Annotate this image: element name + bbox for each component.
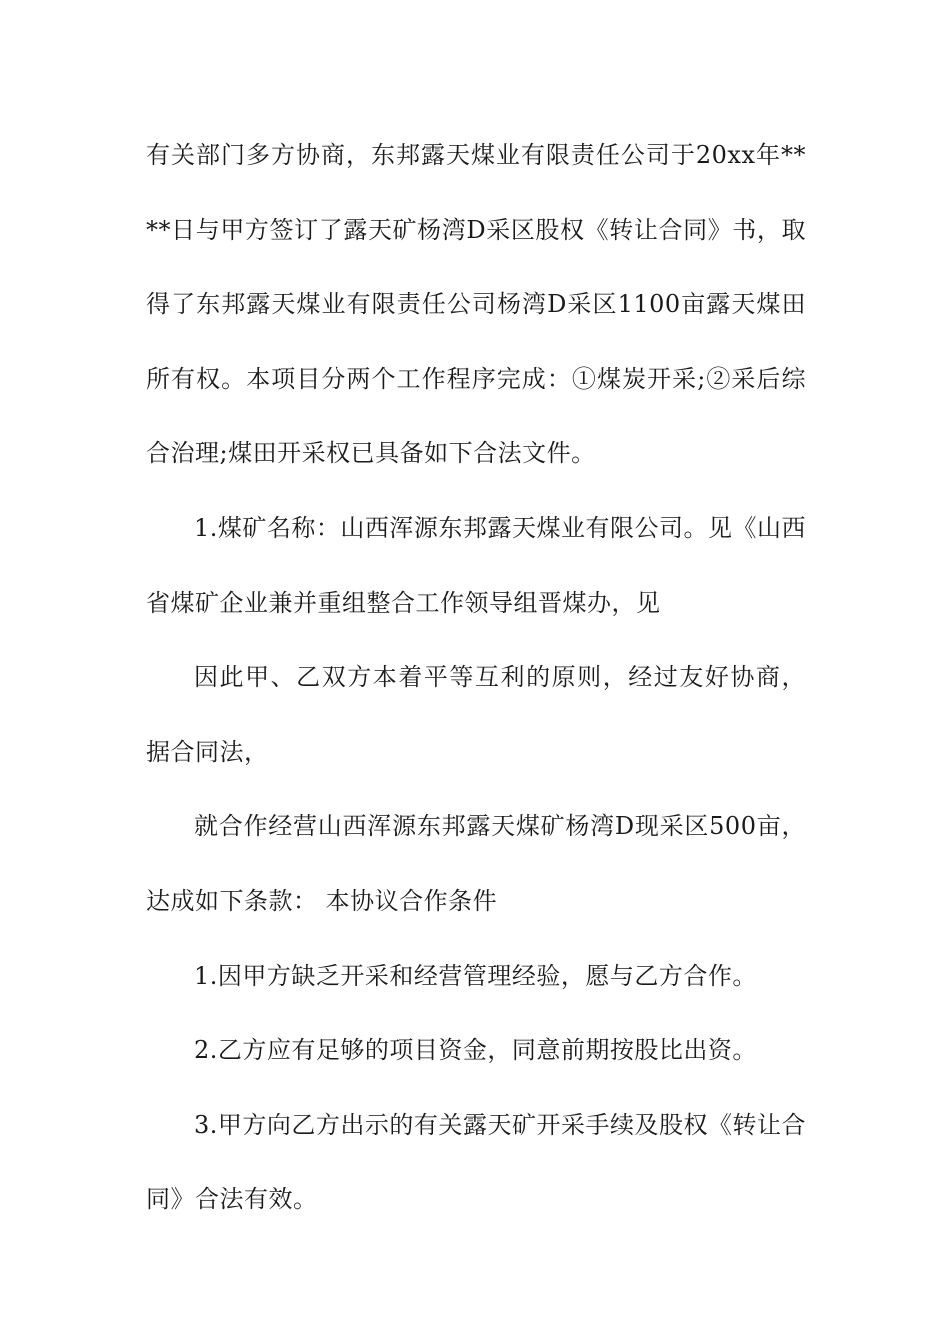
body-line-11: 达成如下条款： 本协议合作条件 (146, 886, 498, 915)
body-line-12: 1.因甲方缺乏开采和经营管理经验，愿与乙方合作。 (194, 961, 757, 990)
body-line-8: 因此甲、乙双方本着平等互利的原则，经过友好协商， (194, 663, 806, 692)
body-line-10: 就合作经营山西浑源东邦露天煤矿杨湾D现采区500亩， (194, 812, 806, 841)
body-line-14: 3.甲方向乙方出示的有关露天矿开采手续及股权《转让合 (194, 1110, 806, 1139)
body-line-1: 有关部门多方协商，东邦露天煤业有限责任公司于20xx年** (146, 141, 806, 169)
body-line-4: 所有权。本项目分两个工作程序完成：①煤炭开采;②采后综 (146, 364, 806, 393)
body-line-13: 2.乙方应有足够的项目资金，同意前期按股比出资。 (194, 1036, 757, 1065)
body-line-7: 省煤矿企业兼并重组整合工作领导组晋煤办，见 (146, 588, 661, 617)
document-body (146, 118, 806, 1237)
body-line-3: 得了东邦露天煤业有限责任公司杨湾D采区1100亩露天煤田 (146, 290, 806, 319)
body-line-5: 合治理;煤田开采权已具备如下合法文件。 (146, 439, 596, 468)
body-line-2: **日与甲方签订了露天矿杨湾D采区股权《转让合同》书，取 (146, 215, 806, 244)
body-line-9: 据合同法， (146, 737, 269, 766)
body-line-15: 同》合法有效。 (146, 1185, 318, 1214)
body-line-6: 1.煤矿名称：山西浑源东邦露天煤业有限公司。见《山西 (194, 513, 806, 542)
